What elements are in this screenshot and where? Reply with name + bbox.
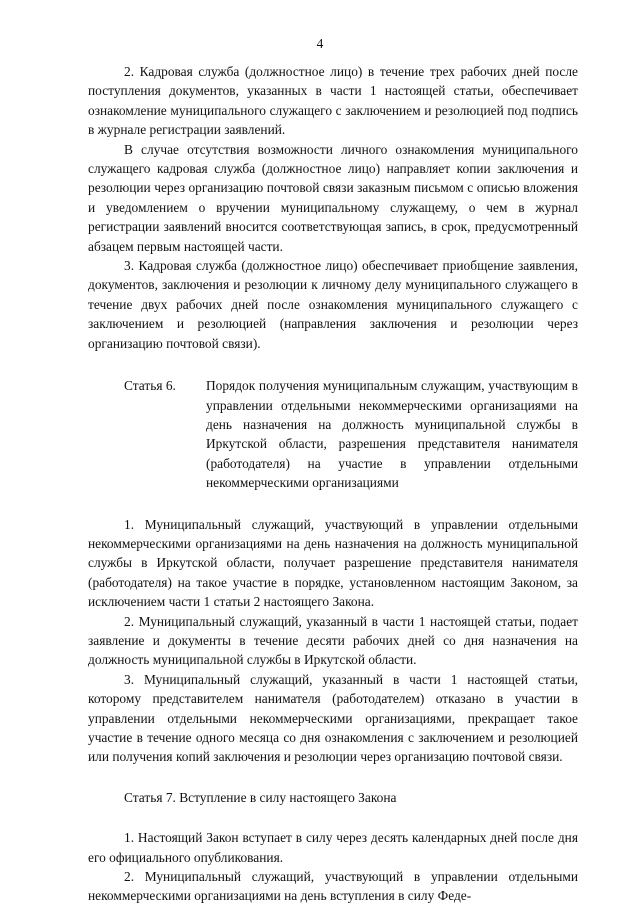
- document-body: [88, 62, 578, 906]
- article-6-heading: [88, 376, 578, 492]
- article-6-title: Порядок получения муниципальным служащим, участвующим в управлении отдельными некоммерческими организациями на день назначения на должность муниципальной службы в Иркутской области, разрешения представителя нанимателя (работодателя) на участие в управлении отдельными некоммерческими организациями: [206, 378, 578, 491]
- paragraph: 1. Настоящий Закон вступает в силу через десять календарных дней после дня его официального опубликования.: [88, 830, 578, 865]
- paragraph: 3. Кадровая служба (должностное лицо) обеспечивает приобщение заявления, документов, заключения и резолюции к личному делу муниципального служащего в течение двух рабочих дней после ознакомления муниципального служащего с заключением и резолюцией (направления заключения и резолюции через организацию почтовой связи).: [88, 258, 578, 351]
- page-number: 4: [316, 36, 324, 51]
- paragraph: 1. Муниципальный служащий, участвующий в управлении отдельными некоммерческими организациями на день назначения на должность муниципальной службы в Иркутской области, получает разрешение представителя нанимателя (работодателя) на такое участие в порядке, установленном настоящим Законом, за исключением части 1 статьи 2 настоящего Закона.: [88, 516, 578, 610]
- paragraph: 2. Муниципальный служащий, участвующий в управлении отдельными некоммерческими организациями на день вступления в силу Феде-: [88, 869, 578, 904]
- paragraph: 3. Муниципальный служащий, указанный в части 1 настоящей статьи, которому представителем нанимателя (работодателем) отказано в участии в управлении отдельными некоммерческими организациями, прекращает такое участие в течение одного месяца со дня ознакомления с заключением и резолюцией или получения копий заключения и резолюции через организацию почтовой связи.: [88, 671, 578, 765]
- article-7-heading: Статья 7. Вступление в силу настоящего Закона: [124, 789, 397, 805]
- article-6-label: Статья 6.: [124, 378, 176, 394]
- paragraph: 2. Кадровая служба (должностное лицо) в течение трех рабочих дней после поступления документов, указанных в части 1 настоящей статьи, обеспечивает ознакомление муниципального служащего с заключением и резолюцией под подпись в журнале регистрации заявлений.: [88, 64, 578, 138]
- paragraph: В случае отсутствия возможности личного ознакомления муниципального служащего кадровая служба (должностное лицо) направляет копии заключения и резолюции через организацию почтовой связи заказным письмом с описью вложения и уведомлением о вручении муниципальному служащему, о чем в журнал регистрации заявлений вносится соответствующая запись, в срок, предусмотренный абзацем первым настоящей части.: [88, 141, 578, 254]
- paragraph: 2. Муниципальный служащий, указанный в части 1 настоящей статьи, подает заявление и документы в течение десяти рабочих дней со дня назначения на должность муниципальной службы в Иркутской области.: [88, 613, 578, 668]
